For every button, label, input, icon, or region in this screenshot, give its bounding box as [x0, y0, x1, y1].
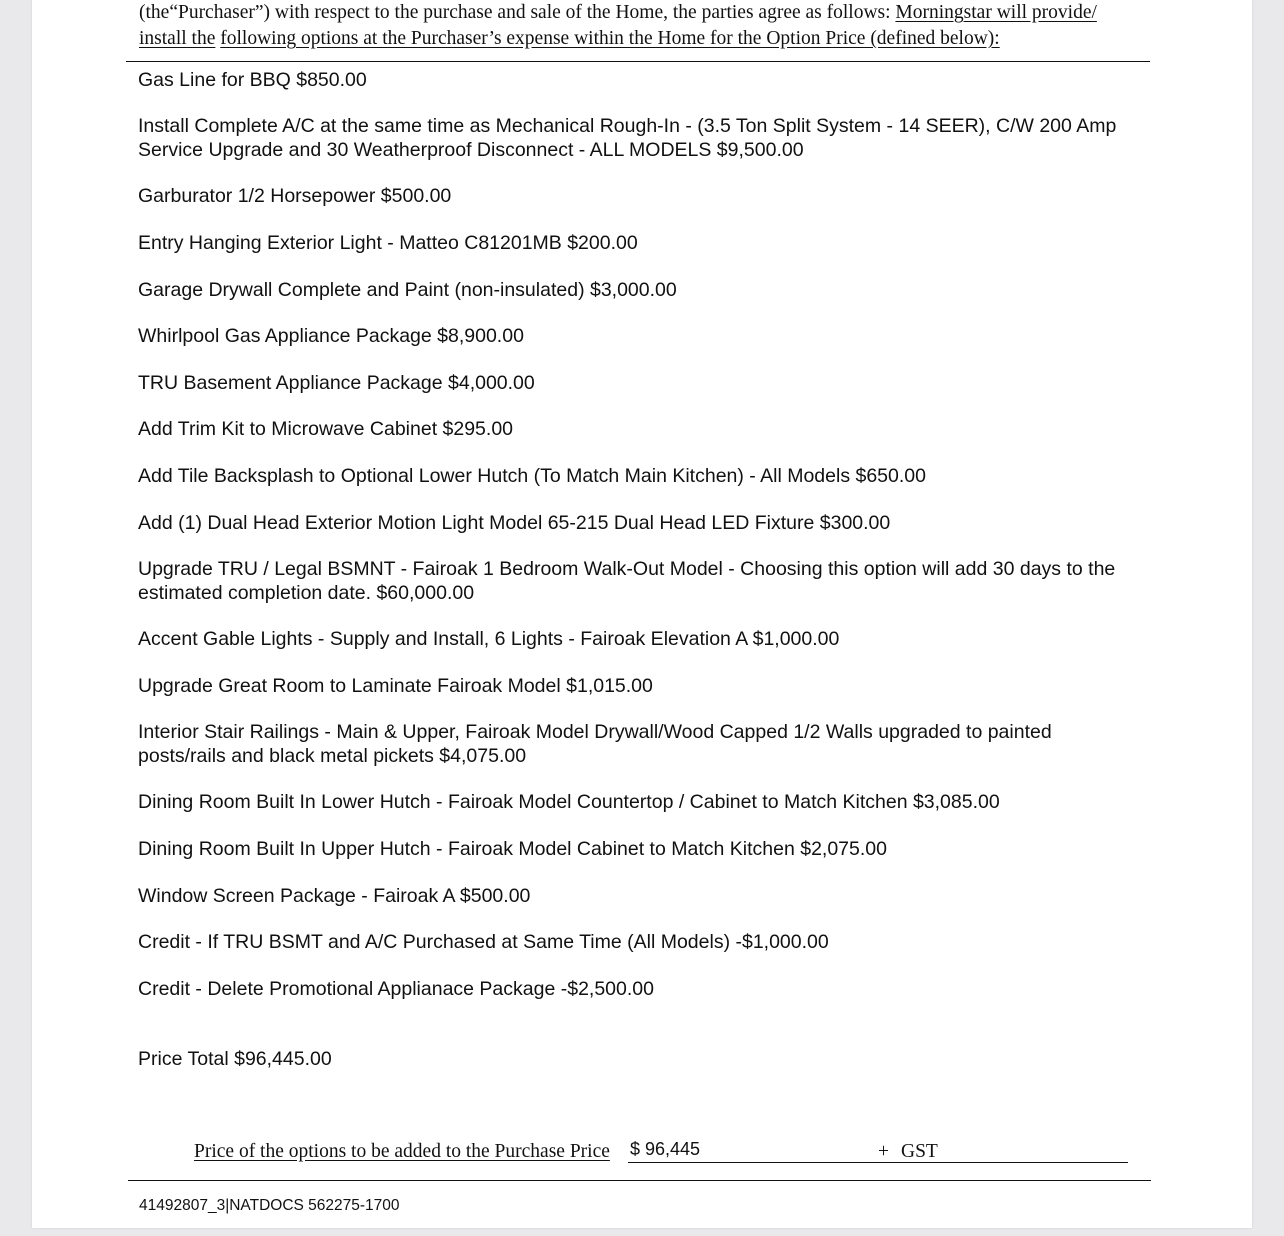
top-divider [126, 61, 1150, 62]
option-item: Accent Gable Lights - Supply and Install, 6 Lights - Fairoak Elevation A $1,000.00 [138, 628, 840, 650]
price-total: Price Total $96,445.00 [138, 1048, 332, 1070]
document-page [32, 0, 1252, 1228]
option-item: TRU Basement Appliance Package $4,000.00 [138, 372, 535, 394]
option-item: Add Tile Backsplash to Optional Lower Hutch (To Match Main Kitchen) - All Models $650.00 [138, 465, 926, 487]
intro-underlined-text: install the [139, 28, 216, 49]
options-price-row [194, 1139, 1128, 1163]
intro-line-2 [139, 26, 1149, 52]
option-item: Upgrade Great Room to Laminate Fairoak Model $1,015.00 [138, 675, 653, 697]
option-item: Dining Room Built In Lower Hutch - Fairoak Model Countertop / Cabinet to Match Kitchen $3,085.00 [138, 791, 1000, 813]
option-item: Add (1) Dual Head Exterior Motion Light Model 65-215 Dual Head LED Fixture $300.00 [138, 512, 891, 534]
options-price-value: $ 96,445 [630, 1139, 701, 1159]
option-item: Interior Stair Railings - Main & Upper, Fairoak Model Drywall/Wood Capped 1/2 Walls upgraded to painted posts/rails and black metal pickets $4,075.00 [138, 721, 1052, 767]
option-item: Window Screen Package - Fairoak A $500.00 [138, 885, 531, 907]
intro-line-1 [139, 0, 1149, 26]
bottom-divider [128, 1180, 1151, 1181]
intro-underlined-text: at the Purchaser’s expense within the Home for the Option Price (defined below): [358, 28, 1000, 49]
plus-gst [878, 1141, 938, 1163]
option-item: Garburator 1/2 Horsepower $500.00 [138, 185, 452, 207]
intro-underlined-text: following options [220, 28, 359, 49]
plus-sign: + [878, 1141, 889, 1162]
price-underline [628, 1162, 1128, 1163]
gst-label: GST [901, 1141, 938, 1162]
document-footer-id: 41492807_3|NATDOCS 562275-1700 [139, 1197, 400, 1214]
intro-paragraph [139, 0, 1149, 52]
option-item: Install Complete A/C at the same time as Mechanical Rough-In - (3.5 Ton Split System - 14 SEER), C/W 200 Amp Service Upgrade and 30 Weatherproof Disconnect - ALL MODELS $9,500.00 [138, 115, 1117, 161]
option-item: Entry Hanging Exterior Light - Matteo C81201MB $200.00 [138, 232, 638, 254]
option-item: Whirlpool Gas Appliance Package $8,900.00 [138, 325, 524, 347]
option-item: Garage Drywall Complete and Paint (non-insulated) $3,000.00 [138, 279, 677, 301]
option-item: Upgrade TRU / Legal BSMNT - Fairoak 1 Bedroom Walk-Out Model - Choosing this option will add 30 days to the estimated completion date. $60,000.00 [138, 558, 1116, 604]
option-item: Credit - If TRU BSMT and A/C Purchased at Same Time (All Models) -$1,000.00 [138, 931, 829, 953]
option-item: Gas Line for BBQ $850.00 [138, 69, 367, 91]
options-price-label: Price of the options to be added to the Purchase Price [194, 1141, 610, 1162]
option-item: Dining Room Built In Upper Hutch - Fairoak Model Cabinet to Match Kitchen $2,075.00 [138, 838, 887, 860]
option-item: Credit - Delete Promotional Applianace Package -$2,500.00 [138, 978, 654, 1000]
option-item: Add Trim Kit to Microwave Cabinet $295.00 [138, 418, 514, 440]
intro-underlined-text: Morningstar will provide/ [895, 2, 1097, 23]
intro-text: (the“Purchaser”) with respect to the purchase and sale of the Home, the parties agree as follows: [139, 2, 896, 23]
